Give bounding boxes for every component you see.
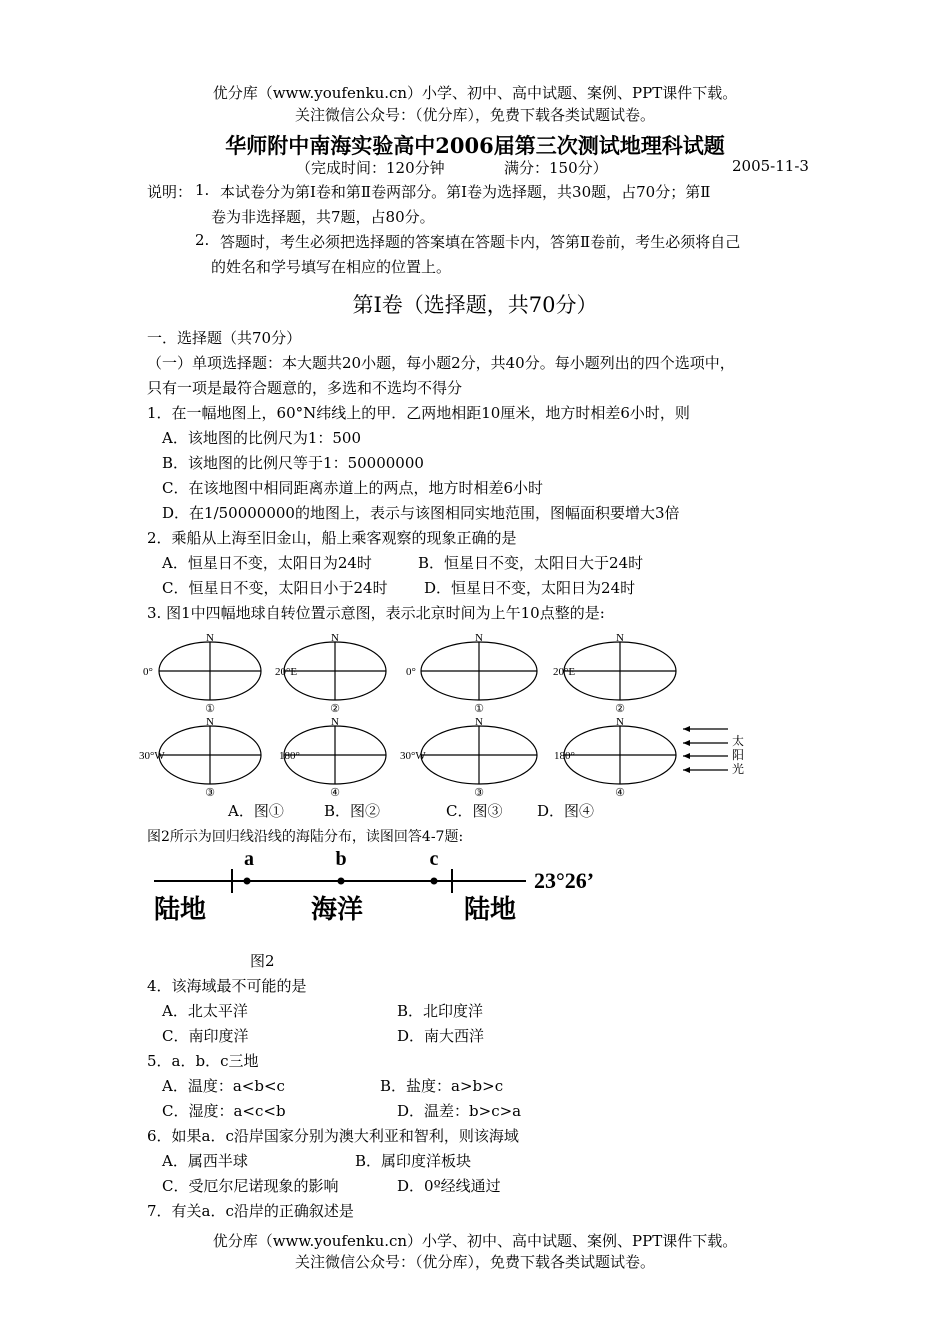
north-label: N — [331, 632, 339, 644]
longitude-label: 20°E — [275, 666, 298, 678]
figure-1-globes — [138, 630, 758, 800]
q4-option-d: D．南大西洋 — [397, 1027, 485, 1045]
q1-option-c: C．在该地图中相同距离赤道上的两点，地方时相差6小时 — [162, 479, 544, 497]
q1-stem: 1．在一幅地图上，60°N纬线上的甲．乙两地相距10厘米，地方时相差6小时，则 — [147, 404, 690, 422]
north-label: N — [616, 716, 624, 728]
longitude-label: 0° — [406, 666, 416, 678]
longitude-label: 30°W — [400, 750, 426, 762]
q6-option-d: D．0º经线通过 — [397, 1177, 501, 1195]
q3-option-a: A．图① — [228, 802, 284, 820]
figure-2-intro: 图2所示为回归线沿线的海陆分布，读图回答4-7题: — [147, 829, 464, 845]
header-line-1: 优分库（www.youfenku.cn）小学、初中、高中试题、案例、PPT课件下载。 — [212, 84, 738, 102]
instruction-1-line-2: 卷为非选择题，共7题，占80分。 — [211, 208, 435, 226]
label-a: a — [244, 848, 254, 870]
q4-option-b: B．北印度洋 — [397, 1002, 484, 1020]
globe-number: ② — [330, 703, 340, 715]
q5-option-c: C．湿度：a<c<b — [162, 1102, 286, 1120]
land-right-label: 陆地 — [464, 895, 517, 924]
sunlight-label-2: 阳 — [732, 748, 745, 762]
q5-option-a: A．温度：a<b<c — [162, 1077, 285, 1095]
q5-option-b: B．盐度：a>b>c — [380, 1077, 504, 1095]
q2-stem: 2．乘船从上海至旧金山，船上乘客观察的现象正确的是 — [147, 529, 517, 547]
footer-line-2: 关注微信公众号：（优分库），免费下载各类试题试卷。 — [294, 1253, 655, 1271]
globe-number: ③ — [205, 787, 215, 799]
north-label: N — [206, 632, 214, 644]
q5-option-d: D．温差：b>c>a — [397, 1102, 522, 1120]
point-a — [244, 878, 251, 885]
north-label: N — [475, 632, 483, 644]
ocean-label: 海洋 — [311, 895, 364, 924]
instructions-label: 说明： — [147, 183, 193, 201]
q2-option-d: D．恒星日不变，太阳日为24时 — [424, 579, 636, 597]
label-b: b — [335, 848, 347, 870]
exam-score: 满分：150分） — [504, 159, 608, 177]
longitude-label: 30°W — [139, 750, 165, 762]
globe-number: ② — [615, 703, 625, 715]
instruction-1-line-1: 本试卷分为第Ⅰ卷和第Ⅱ卷两部分。第Ⅰ卷为选择题，共30题，占70分；第Ⅱ — [220, 183, 711, 201]
longitude-label: 180° — [554, 750, 575, 762]
longitude-label: 0° — [143, 666, 153, 678]
sunlight-label-3: 光 — [732, 762, 745, 776]
exam-date: 2005-11-3 — [732, 157, 809, 175]
q4-option-c: C．南印度洋 — [162, 1027, 249, 1045]
instruction-2-num: 2. — [195, 231, 210, 249]
longitude-label: 20°E — [553, 666, 576, 678]
globe-number: ① — [205, 703, 215, 715]
header-line-2: 关注微信公众号：（优分库），免费下载各类试题试卷。 — [294, 106, 655, 124]
q3-stem: 3. 图1中四幅地球自转位置示意图，表示北京时间为上午10点整的是: — [147, 604, 605, 622]
q6-option-c: C．受厄尔尼诺现象的影响 — [162, 1177, 339, 1195]
q4-stem: 4．该海域最不可能的是 — [147, 977, 307, 995]
north-label: N — [331, 716, 339, 728]
instruction-2-line-2: 的姓名和学号填写在相应的位置上。 — [211, 258, 452, 276]
q3-option-b: B．图② — [324, 802, 381, 820]
figure-2-caption: 图2 — [250, 952, 275, 970]
q4-option-a: A．北太平洋 — [162, 1002, 248, 1020]
q6-option-a: A．属西半球 — [162, 1152, 248, 1170]
sun-arrowheads — [683, 726, 690, 773]
q7-stem: 7．有关a．c沿岸的正确叙述是 — [147, 1202, 354, 1220]
q1-option-d: D．在1/50000000的地图上，表示与该图相同实地范围，图幅面积要增大3倍 — [162, 504, 680, 522]
globe-number: ③ — [474, 787, 484, 799]
instruction-1-num: 1. — [195, 181, 210, 199]
sunlight-label-1: 太 — [732, 734, 745, 748]
q3-option-d: D．图④ — [537, 802, 595, 820]
part-1-sub-line-1: （一）单项选择题：本大题共20小题，每小题2分，共40分。每小题列出的四个选项中， — [147, 354, 735, 372]
land-left-label: 陆地 — [154, 895, 207, 924]
exam-time: （完成时间：120分钟 — [296, 159, 445, 177]
q6-stem: 6．如果a．c沿岸国家分别为澳大利亚和智利，则该海域 — [147, 1127, 519, 1145]
label-c: c — [429, 848, 439, 870]
globe-number: ① — [474, 703, 484, 715]
globe-number: ④ — [615, 787, 625, 799]
figure-2-tropic — [150, 845, 630, 930]
page-title: 华师附中南海实验高中2006届第三次测试地理科试题 — [225, 133, 725, 158]
point-b — [338, 878, 345, 885]
footer-line-1: 优分库（www.youfenku.cn）小学、初中、高中试题、案例、PPT课件下载。 — [212, 1232, 738, 1250]
section-title: 第Ⅰ卷（选择题，共70分） — [352, 293, 598, 317]
globe-number: ④ — [330, 787, 340, 799]
instruction-2-line-1: 答题时，考生必须把选择题的答案填在答题卡内，答第Ⅱ卷前，考生必须将自己 — [220, 233, 741, 251]
latitude-label: 23°26’ — [534, 868, 595, 893]
q2-option-a: A．恒星日不变，太阳日为24时 — [162, 554, 372, 572]
q1-option-b: B．该地图的比例尺等于1：50000000 — [162, 454, 424, 472]
q6-option-b: B．属印度洋板块 — [355, 1152, 472, 1170]
north-label: N — [616, 632, 624, 644]
q2-option-b: B．恒星日不变，太阳日大于24时 — [418, 554, 644, 572]
north-label: N — [206, 716, 214, 728]
q5-stem: 5．a．b．c三地 — [147, 1052, 259, 1070]
north-label: N — [475, 716, 483, 728]
q1-option-a: A．该地图的比例尺为1：500 — [162, 429, 362, 447]
q3-option-c: C．图③ — [446, 802, 503, 820]
longitude-label: 180° — [279, 750, 300, 762]
part-1-heading: 一．选择题（共70分） — [147, 329, 302, 347]
part-1-sub-line-2: 只有一项是最符合题意的，多选和不选均不得分 — [147, 379, 463, 397]
point-c — [431, 878, 438, 885]
q2-option-c: C．恒星日不变，太阳日小于24时 — [162, 579, 388, 597]
